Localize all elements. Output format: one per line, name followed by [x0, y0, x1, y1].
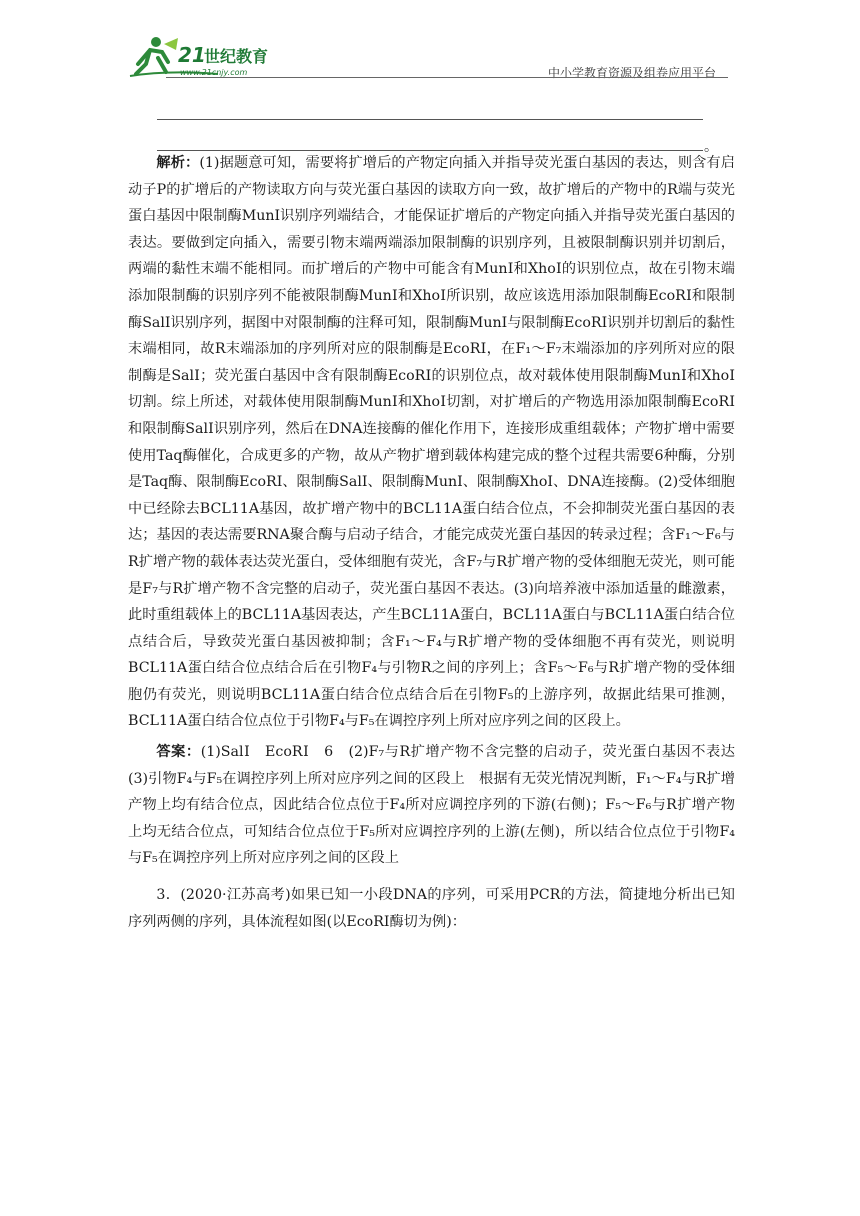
answer-blank-line: [157, 119, 703, 121]
analysis-paragraph: [128, 150, 735, 735]
answer-label: 答案：: [156, 744, 201, 761]
analysis-label: 解析：: [156, 155, 200, 171]
analysis-text: (1)据题意可知，需要将扩增后的产物定向插入并指导荧光蛋白基因的表达，则含有启动子P的扩增后的产物读取方向与荧光蛋白基因的读取方向一致，故扩增后的产物中的R端与荧光蛋白基因中限制酶MunⅠ识别序列端结合，才能保证扩增后的产物定向插入并指导荧光蛋白基因的表达。要做到定向插入，需要引物末端两端添加限制酶的识别序列，且被限制酶识别并切割后，两端的黏性末端不能相同。而扩增后的产物中可能含有MunⅠ和XhoⅠ的识别位点，故在引物末端添加限制酶的识别序列不能被限制酶MunⅠ和XhoⅠ所识别，故应该选用添加限制酶EcoRⅠ和限制酶SalⅠ识别序列，据图中对限制酶的注释可知，限制酶MunⅠ与限制酶EcoRⅠ识别并切割后的黏性末端相同，故R末端添加的序列所对应的限制酶是EcoRⅠ，在F₁～F₇末端添加的序列所对应的限制酶是SalⅠ；荧光蛋白基因中含有限制酶EcoRⅠ的识别位点，故对载体使用限制酶MunⅠ和XhoⅠ切割。综上所述，对载体使用限制酶MunⅠ和XhoⅠ切割，对扩增后的产物选用添加限制酶EcoRⅠ和限制酶SalⅠ识别序列，然后在DNA连接酶的催化作用下，连接形成重组载体；产物扩增中需要使用Taq酶催化，合成更多的产物，故从产物扩增到载体构建完成的整个过程共需要6种酶，分别是Taq酶、限制酶EcoRⅠ、限制酶SalⅠ、限制酶MunⅠ、限制酶XhoⅠ、DNA连接酶。(2)受体细胞中已经除去BCL11A基因，故扩增产物中的BCL11A蛋白结合位点，不会抑制荧光蛋白基因的表达；基因的表达需要RNA聚合酶与启动子结合，才能完成荧光蛋白基因的转录过程；含F₁～F₆与R扩增产物的载体表达荧光蛋白，受体细胞有荧光，含F₇与R扩增产物的受体细胞无荧光，则可能是F₇与R扩增产物不含完整的启动子，荧光蛋白基因不表达。(3)向培养液中添加适量的雌激素，此时重组载体上的BCL11A基因表达，产生BCL11A蛋白，BCL11A蛋白与BCL11A蛋白结合位点结合后，导致荧光蛋白基因被抑制；含F₁～F₄与R扩增产物的受体细胞不再有荧光，则说明BCL11A蛋白结合位点结合后在引物F₄与引物R之间的序列上；含F₅～F₆与R扩增产物的受体细胞仍有荧光，则说明BCL11A蛋白结合位点结合后在引物F₅的上游序列，故据此结果可推测，BCL11A蛋白结合位点位于引物F₄与F₅在调控序列上所对应序列之间的区段上。: [128, 155, 735, 730]
solution-body: [128, 150, 750, 935]
platform-label: 中小学教育资源及组卷应用平台: [547, 66, 716, 80]
svg-text:www.21cnjy.com: www.21cnjy.com: [180, 68, 248, 77]
question-3-text: )如果已知一小段DNA的序列，可采用PCR的方法，简捷地分析出已知序列两侧的序列，具体流程如图(以EcoRⅠ酶切为例)：: [128, 887, 735, 930]
answer-text: (1)SalⅠ EcoRⅠ 6 (2)F₇与R扩增产物不含完整的启动子，荧光蛋白基因不表达 (3)引物F₄与F₅在调控序列上所对应序列之间的区段上 根据有无荧光情况判断，F₁～F₄与R扩增产物上均有结合位点，因此结合位点位于F₄所对应调控序列的下游(右侧)；F₅～F₆与R扩增产物上均无结合位点，可知结合位点位于F₅所对应调控序列的上游(左侧)，所以结合位点位于引物F₄与F₅在调控序列上所对应序列之间的区段上: [128, 744, 750, 867]
header-divider: [166, 77, 728, 78]
answer-paragraph: [128, 739, 750, 872]
logo-21cnjy: [128, 34, 298, 80]
svg-text:21: 21: [178, 43, 206, 67]
question-3-prefix: 3．(2020·: [156, 887, 227, 904]
question-3: [128, 882, 735, 935]
answer-blank-end: 。: [704, 139, 718, 155]
question-3-source: 江苏高考: [226, 887, 286, 904]
page-header: [128, 32, 728, 82]
svg-text:世纪教育: 世纪教育: [204, 47, 269, 66]
